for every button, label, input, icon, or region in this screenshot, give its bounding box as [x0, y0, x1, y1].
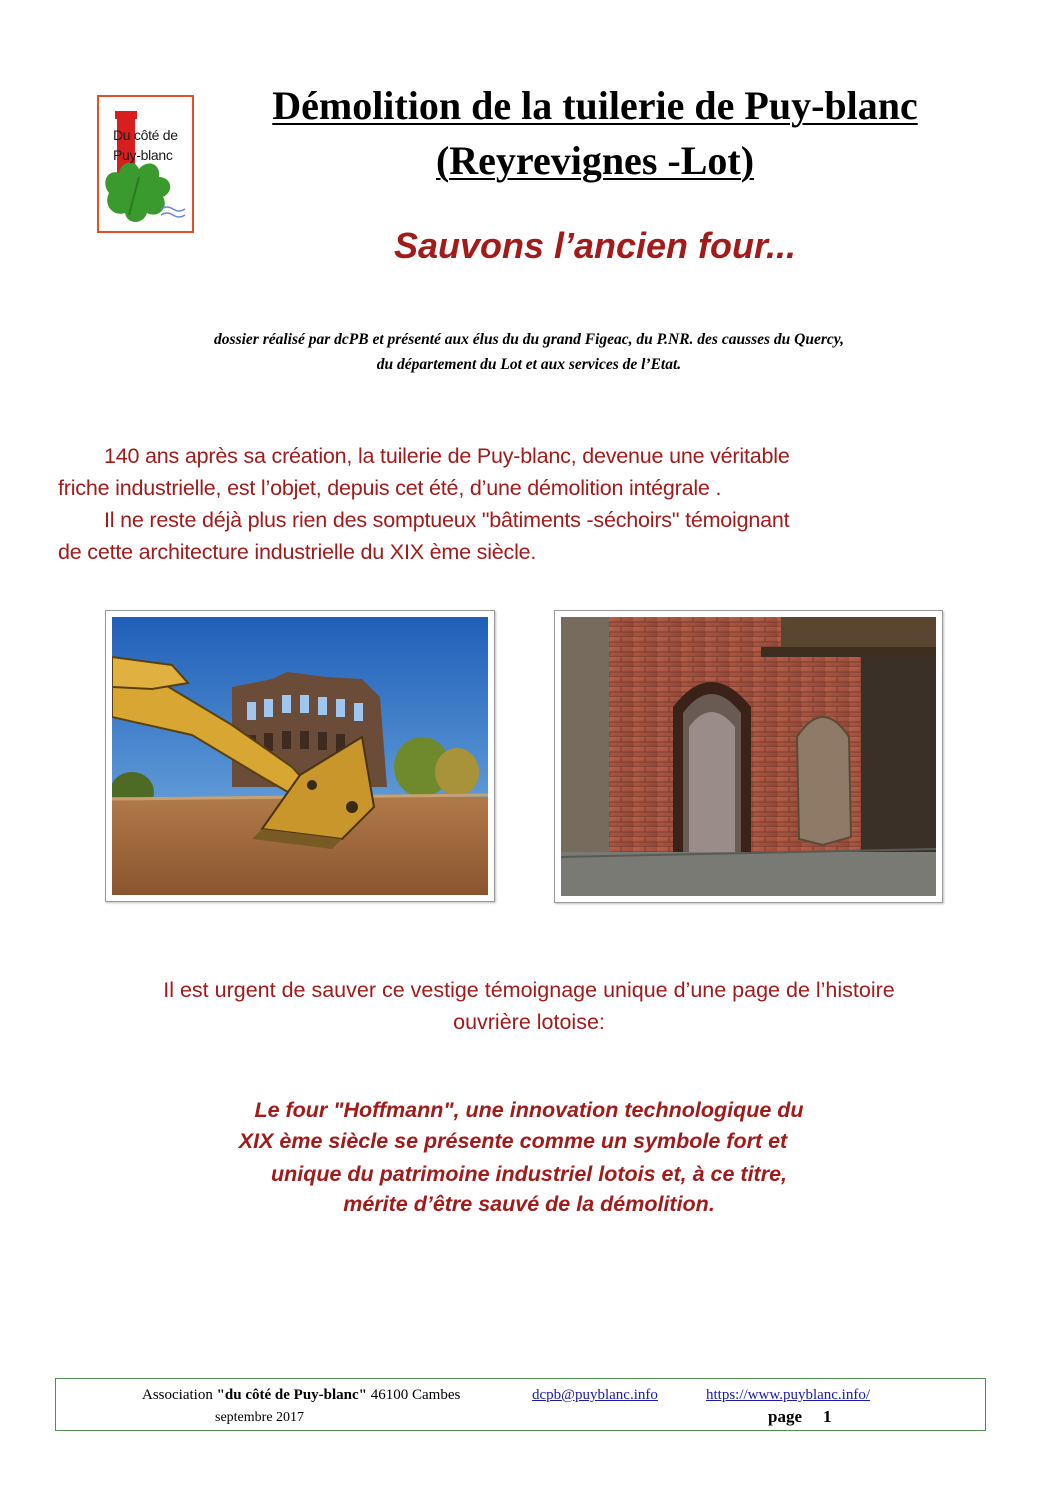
footer-page-number: 1: [823, 1407, 832, 1426]
hoffmann-line4: mérite d’être sauvé de la démolition.: [343, 1192, 715, 1216]
urgent-line2: ouvrière lotoise:: [453, 1010, 605, 1034]
page-footer: [55, 1378, 986, 1431]
intro-line1: 140 ans après sa création, la tuilerie de Puy-blanc, devenue une véritable: [104, 444, 790, 468]
footer-website-link[interactable]: https://www.puyblanc.info/: [706, 1387, 871, 1403]
logo-text-line2: Puy-blanc: [113, 147, 173, 163]
footer-date: septembre 2017: [215, 1410, 305, 1425]
logo-graphic: [99, 97, 192, 231]
footer-assoc-prefix: Association: [142, 1387, 217, 1403]
association-logo: [97, 95, 194, 233]
photo-kiln: [554, 610, 943, 903]
page-title-line1: Démolition de la tuilerie de Puy-blanc: [272, 83, 918, 128]
logo-text-line1: Du côté de: [113, 127, 178, 143]
intro-line2: friche industrielle, est l’objet, depuis cet été, d’une démolition intégrale .: [58, 476, 722, 500]
dossier-line1: dossier réalisé par dcPB et présenté aux élus du du grand Figeac, du P.NR. des causses du Quercy,: [214, 331, 844, 348]
page-subtitle: Sauvons l’ancien four...: [393, 225, 797, 266]
hoffmann-line1: Le four "Hoffmann", une innovation technologique du: [254, 1098, 804, 1122]
page-title-line2: (Reyrevignes -Lot): [435, 138, 755, 183]
photo-demolition: [105, 610, 495, 902]
intro-line3: Il ne reste déjà plus rien des somptueux "bâtiments -séchoirs" témoignant: [104, 508, 790, 532]
footer-page-label: page: [768, 1407, 802, 1426]
kiln-image: [561, 617, 936, 896]
hoffmann-line3: unique du patrimoine industriel lotois et, à ce titre,: [270, 1162, 788, 1186]
urgent-line1: Il est urgent de sauver ce vestige témoignage unique d’une page de l’histoire: [163, 978, 895, 1002]
intro-line4: de cette architecture industrielle du XIX ème siècle.: [58, 540, 537, 564]
footer-association: [142, 1387, 460, 1404]
dossier-line2: du département du Lot et aux services de l’Etat.: [376, 356, 682, 373]
demolition-image: [112, 617, 488, 895]
footer-email-link[interactable]: dcpb@puyblanc.info: [532, 1387, 658, 1403]
hoffmann-line2: XIX ème siècle se présente comme un symbole fort et: [238, 1129, 788, 1153]
footer-assoc-name: "du côté de Puy-blanc": [216, 1387, 367, 1403]
footer-address: 46100 Cambes: [367, 1387, 461, 1403]
